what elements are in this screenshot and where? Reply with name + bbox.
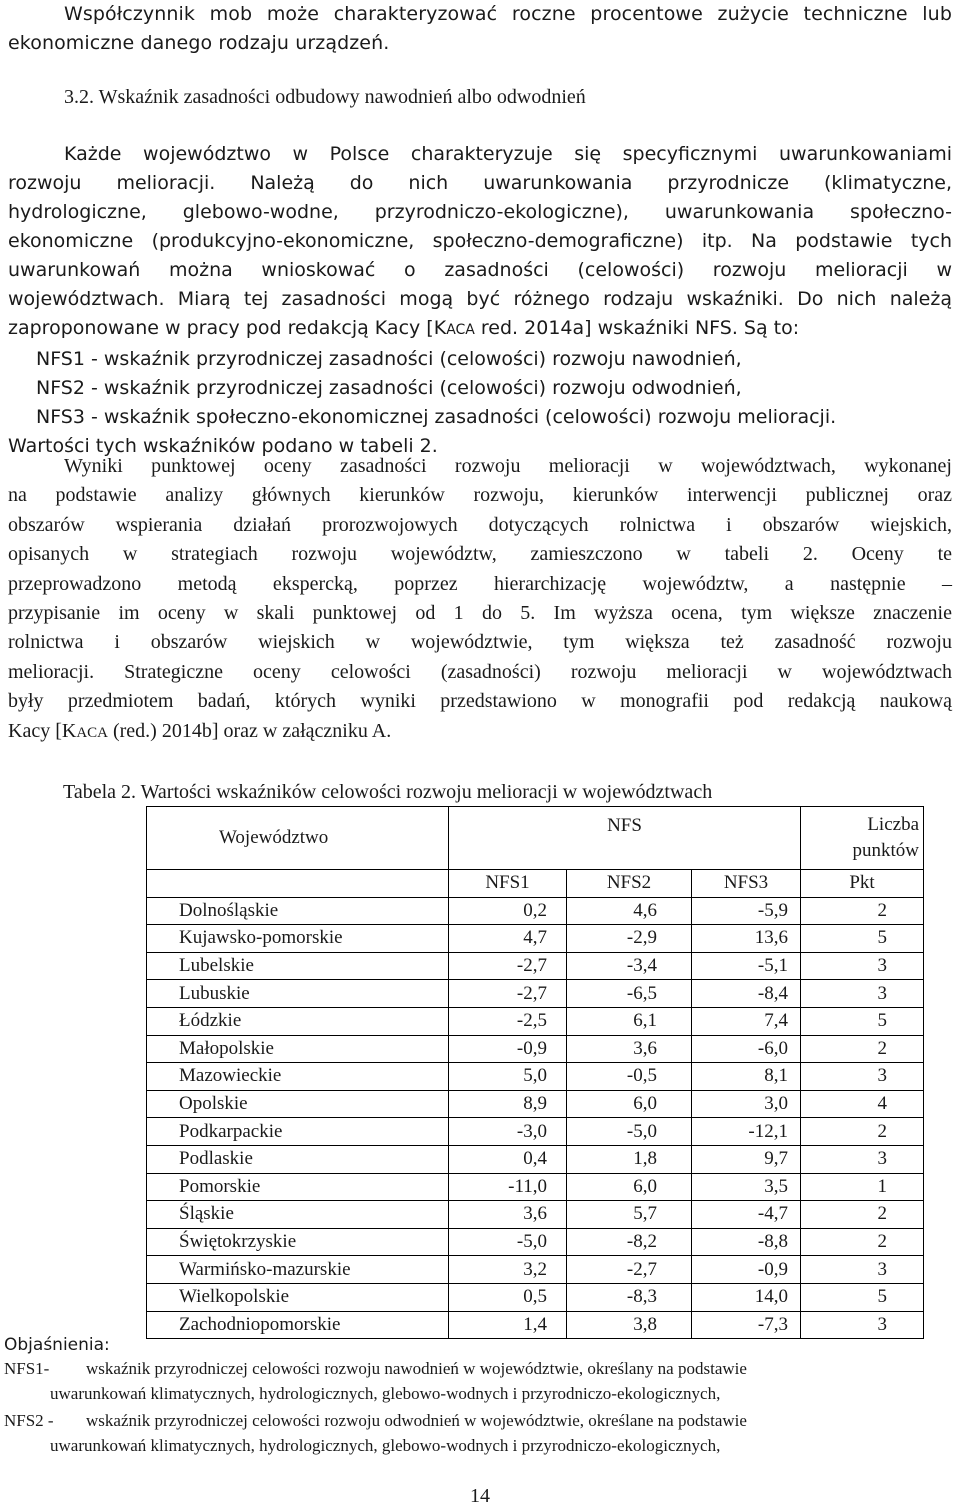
table-row	[147, 1311, 924, 1339]
cell-nfs3: 3,0	[692, 1090, 801, 1118]
cell-wojewodztwo: Podkarpackie	[147, 1118, 449, 1146]
cell-pkt: 3	[801, 1311, 924, 1339]
cell-nfs2: -3,4	[567, 952, 692, 980]
cell-wojewodztwo: Warmińsko-mazurskie	[147, 1256, 449, 1284]
cell-nfs2: -6,5	[567, 980, 692, 1008]
header-liczba-punktow	[801, 807, 924, 870]
cell-wojewodztwo: Zachodniopomorskie	[147, 1311, 449, 1339]
cell-nfs3: -0,9	[692, 1256, 801, 1284]
explanation-nfs2-label: NFS2 -	[4, 1411, 54, 1430]
cell-nfs1: -2,5	[449, 1007, 567, 1035]
intro-paragraph	[8, 0, 952, 58]
cell-pkt: 4	[801, 1090, 924, 1118]
cell-nfs3: -12,1	[692, 1118, 801, 1146]
explanation-nfs1-cont: uwarunkowań klimatycznych, hydrologicznych, glebowo-wodnych i przyrodniczo-ekologicznych,	[50, 1384, 721, 1403]
cell-nfs1: 8,9	[449, 1090, 567, 1118]
cell-nfs3: 13,6	[692, 925, 801, 953]
results-line: na podstawie analizy głównych kierunków rozwoju, kierunków interwencji publicznej oraz	[8, 484, 952, 507]
explanation-nfs2	[4, 1409, 956, 1433]
cell-nfs2: -2,7	[567, 1256, 692, 1284]
cell-pkt: 2	[801, 1201, 924, 1229]
cell-wojewodztwo: Świętokrzyskie	[147, 1228, 449, 1256]
cell-nfs2: 3,6	[567, 1035, 692, 1063]
cell-nfs3: 14,0	[692, 1283, 801, 1311]
body-line: Wartości tych wskaźników podano w tabeli 2.	[8, 435, 438, 457]
explanation-nfs1	[4, 1357, 956, 1381]
cell-pkt: 5	[801, 1283, 924, 1311]
cell-nfs3: -5,1	[692, 952, 801, 980]
cell-nfs1: -2,7	[449, 952, 567, 980]
cell-wojewodztwo: Śląskie	[147, 1201, 449, 1229]
cell-nfs3: 8,1	[692, 1063, 801, 1091]
results-line: przypisanie im oceny w skali punktowej od 1 do 5. Im wyższa ocena, tym większe znaczenie	[8, 602, 952, 625]
cell-nfs3: -7,3	[692, 1311, 801, 1339]
table-header-row	[147, 807, 924, 870]
cell-nfs2: -8,3	[567, 1283, 692, 1311]
cell-nfs3: -5,9	[692, 897, 801, 925]
page-number: 14	[470, 1485, 490, 1507]
header-wojewodztwo: Województwo	[147, 807, 449, 870]
results-line: rolnictwa i obszarów wiejskich w województwie, tym większa też zasadność rozwoju	[8, 631, 952, 654]
results-line: Wyniki punktowej oceny zasadności rozwoju melioracji w województwach, wykonanej	[64, 455, 952, 477]
table-row	[147, 1228, 924, 1256]
results-paragraph	[8, 452, 952, 748]
cell-nfs2: 6,0	[567, 1090, 692, 1118]
cell-nfs1: 0,4	[449, 1145, 567, 1173]
cell-wojewodztwo: Pomorskie	[147, 1173, 449, 1201]
cell-nfs3: -8,4	[692, 980, 801, 1008]
header-nfs: NFS	[449, 807, 801, 870]
cell-wojewodztwo: Podlaskie	[147, 1145, 449, 1173]
cell-nfs1: 4,7	[449, 925, 567, 953]
cell-nfs1: -11,0	[449, 1173, 567, 1201]
results-line	[8, 717, 952, 748]
cell-wojewodztwo: Małopolskie	[147, 1035, 449, 1063]
header-pkt-line-2: punktów	[852, 840, 919, 861]
cell-nfs2: -5,0	[567, 1118, 692, 1146]
cell-nfs2: 4,6	[567, 897, 692, 925]
cell-nfs3: 7,4	[692, 1007, 801, 1035]
intro-line-1: Współczynnik mob może charakteryzować roczne procentowe zużycie techniczne lub	[64, 3, 952, 25]
table-row	[147, 1145, 924, 1173]
cell-nfs3: -6,0	[692, 1035, 801, 1063]
cell-nfs3: 9,7	[692, 1145, 801, 1173]
cell-pkt: 1	[801, 1173, 924, 1201]
explanation-nfs2-text: wskaźnik przyrodniczej celowości rozwoju odwodnień w województwie, określane na podstawie	[86, 1411, 747, 1430]
cell-nfs2: -0,5	[567, 1063, 692, 1091]
cell-pkt: 2	[801, 1228, 924, 1256]
cell-wojewodztwo: Łódzkie	[147, 1007, 449, 1035]
nfs1-definition: NFS1 - wskaźnik przyrodniczej zasadności (celowości) rozwoju nawodnień,	[36, 348, 742, 370]
smallcaps-text: ACA	[446, 322, 475, 338]
cell-nfs1: -2,7	[449, 980, 567, 1008]
nfs2-definition: NFS2 - wskaźnik przyrodniczej zasadności (celowości) rozwoju odwodnień,	[36, 377, 742, 399]
cell-pkt: 3	[801, 980, 924, 1008]
table-row	[147, 1035, 924, 1063]
cell-wojewodztwo: Dolnośląskie	[147, 897, 449, 925]
table-row	[147, 1007, 924, 1035]
section-heading: 3.2. Wskaźnik zasadności odbudowy nawodnień albo odwodnień	[64, 86, 586, 108]
cell-nfs1: 0,5	[449, 1283, 567, 1311]
nfs-table	[146, 806, 924, 1339]
cell-wojewodztwo: Lubelskie	[147, 952, 449, 980]
body-line	[8, 314, 952, 345]
table-row	[147, 1118, 924, 1146]
header-nfs1: NFS1	[449, 870, 567, 898]
smallcaps-text: ACA	[76, 724, 108, 741]
cell-pkt: 3	[801, 952, 924, 980]
intro-line-2: ekonomiczne danego rodzaju urządzeń.	[8, 32, 390, 54]
body-text: red. 2014a] wskaźniki NFS. Są to:	[474, 317, 800, 339]
results-line: obszarów wspierania działań prorozwojowych dotyczących rolnictwa i obszarów wiejskich,	[8, 513, 952, 536]
table-row	[147, 1283, 924, 1311]
cell-pkt: 5	[801, 1007, 924, 1035]
cell-nfs1: 3,2	[449, 1256, 567, 1284]
cell-pkt: 3	[801, 1256, 924, 1284]
table-row	[147, 1173, 924, 1201]
results-text: Kacy [K	[8, 719, 77, 742]
table-row	[147, 952, 924, 980]
cell-nfs2: 5,7	[567, 1201, 692, 1229]
cell-wojewodztwo: Mazowieckie	[147, 1063, 449, 1091]
cell-pkt: 5	[801, 925, 924, 953]
cell-pkt: 2	[801, 1035, 924, 1063]
cell-nfs1: -0,9	[449, 1035, 567, 1063]
cell-pkt: 2	[801, 1118, 924, 1146]
body-line: ekonomiczne (produkcyjno-ekonomiczne, społeczno-demograficzne) itp. Na podstawie tych	[8, 230, 952, 252]
results-line: opisanych w strategiach rozwoju województw, zamieszczono w tabeli 2. Oceny te	[8, 543, 952, 566]
cell-nfs1: 1,4	[449, 1311, 567, 1339]
table-caption: Tabela 2. Wartości wskaźników celowości rozwoju melioracji w województwach	[63, 781, 713, 803]
body-paragraph	[8, 140, 952, 461]
table-row	[147, 925, 924, 953]
cell-nfs1: -5,0	[449, 1228, 567, 1256]
body-line: hydrologiczne, glebowo-wodne, przyrodniczo-ekologiczne), uwarunkowania społeczno-	[8, 201, 952, 223]
table-row	[147, 897, 924, 925]
table-row	[147, 980, 924, 1008]
cell-nfs3: 3,5	[692, 1173, 801, 1201]
cell-wojewodztwo: Wielkopolskie	[147, 1283, 449, 1311]
cell-pkt: 3	[801, 1145, 924, 1173]
body-line: Każde województwo w Polsce charakteryzuje się specyficznymi uwarunkowaniami	[64, 143, 952, 165]
cell-nfs1: 0,2	[449, 897, 567, 925]
cell-nfs2: 1,8	[567, 1145, 692, 1173]
header-empty	[147, 870, 449, 898]
header-pkt: Pkt	[801, 870, 924, 898]
header-nfs2: NFS2	[567, 870, 692, 898]
table-subheader-row	[147, 870, 924, 898]
header-nfs3: NFS3	[692, 870, 801, 898]
header-pkt-line-1: Liczba	[867, 814, 919, 835]
table-row	[147, 1256, 924, 1284]
cell-pkt: 3	[801, 1063, 924, 1091]
explanation-nfs1-text: wskaźnik przyrodniczej celowości rozwoju nawodnień w województwie, określany na podstawie	[86, 1359, 747, 1378]
body-line: rozwoju melioracji. Należą do nich uwarunkowania przyrodnicze (klimatyczne,	[8, 172, 952, 194]
table-row	[147, 1090, 924, 1118]
explanation-nfs1-label: NFS1-	[4, 1359, 50, 1378]
results-line: melioracji. Strategiczne oceny celowości (zasadności) rozwoju melioracji w województwach	[8, 660, 952, 683]
cell-nfs2: -8,2	[567, 1228, 692, 1256]
results-line: przeprowadzono metodą ekspercką, poprzez hierarchizację województw, a następnie –	[8, 572, 952, 595]
cell-nfs1: 5,0	[449, 1063, 567, 1091]
cell-nfs2: -2,9	[567, 925, 692, 953]
cell-nfs2: 3,8	[567, 1311, 692, 1339]
cell-pkt: 2	[801, 897, 924, 925]
table-row	[147, 1201, 924, 1229]
explanations-title: Objaśnienia:	[4, 1335, 110, 1355]
results-text: (red.) 2014b] oraz w załączniku A.	[107, 719, 392, 742]
results-line: były przedmiotem badań, których wyniki przedstawiono w monografii pod redakcją naukową	[8, 690, 952, 713]
cell-wojewodztwo: Opolskie	[147, 1090, 449, 1118]
cell-nfs2: 6,0	[567, 1173, 692, 1201]
explanation-nfs2-cont: uwarunkowań klimatycznych, hydrologicznych, glebowo-wodnych i przyrodniczo-ekologicznych,	[50, 1436, 721, 1455]
cell-nfs3: -8,8	[692, 1228, 801, 1256]
body-text: zaproponowane w pracy pod redakcją Kacy [K	[8, 317, 447, 339]
cell-wojewodztwo: Kujawsko-pomorskie	[147, 925, 449, 953]
body-line: województwach. Miarą tej zasadności mogą być różnego rodzaju wskaźniki. Do nich należą	[8, 288, 952, 310]
cell-nfs1: 3,6	[449, 1201, 567, 1229]
cell-nfs3: -4,7	[692, 1201, 801, 1229]
body-line: uwarunkowań można wnioskować o zasadności (celowości) rozwoju melioracji w	[8, 259, 952, 281]
cell-wojewodztwo: Lubuskie	[147, 980, 449, 1008]
nfs3-definition: NFS3 - wskaźnik społeczno-ekonomicznej zasadności (celowości) rozwoju melioracji.	[36, 406, 837, 428]
cell-nfs2: 6,1	[567, 1007, 692, 1035]
cell-nfs1: -3,0	[449, 1118, 567, 1146]
table-row	[147, 1063, 924, 1091]
